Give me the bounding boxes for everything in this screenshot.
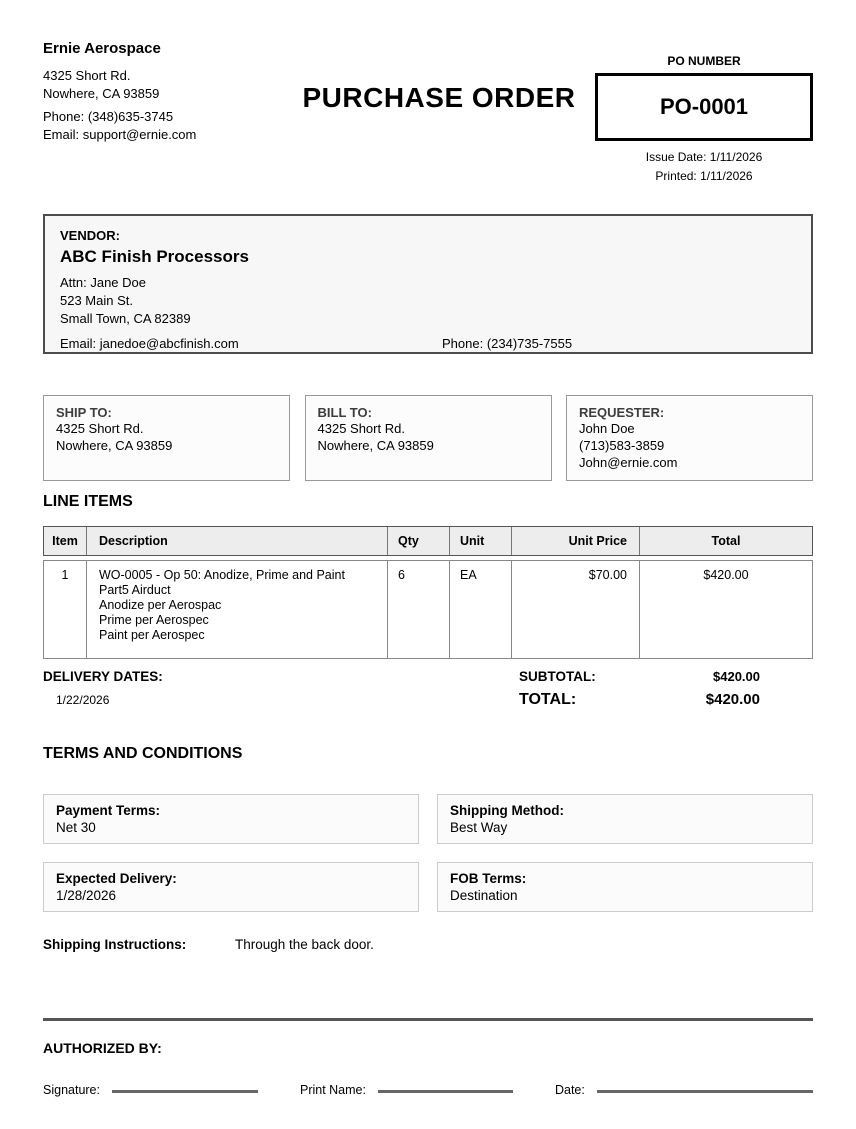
shipping-instructions-label: Shipping Instructions: bbox=[43, 937, 187, 952]
subtotal-value: $420.00 bbox=[713, 669, 760, 684]
company-address-line1: 4325 Short Rd. bbox=[43, 68, 131, 83]
expected-delivery-box bbox=[43, 862, 419, 912]
document-header bbox=[43, 40, 813, 183]
po-number-block bbox=[595, 40, 813, 183]
description-line: Paint per Aerospec bbox=[99, 628, 205, 642]
issue-date: Issue Date: 1/11/2026 bbox=[645, 150, 763, 164]
table-header-row bbox=[43, 526, 813, 556]
bill-to-box bbox=[305, 395, 552, 481]
terms-grid bbox=[43, 794, 813, 912]
company-address-line2: Nowhere, CA 93859 bbox=[43, 86, 160, 101]
vendor-attn: Attn: Jane Doe bbox=[60, 275, 146, 290]
requester-line: John@ernie.com bbox=[579, 455, 678, 470]
signature-line bbox=[112, 1090, 258, 1093]
requester-label: REQUESTER: bbox=[579, 405, 665, 420]
vendor-label: VENDOR: bbox=[60, 228, 120, 243]
line-items-heading: LINE ITEMS bbox=[43, 493, 133, 510]
vendor-email: Email: janedoe@abcfinish.com bbox=[60, 336, 239, 351]
footer-divider bbox=[43, 1018, 813, 1021]
requester-line: (713)583-3859 bbox=[579, 438, 665, 453]
total-value: $420.00 bbox=[705, 691, 760, 708]
shipping-method-label: Shipping Method: bbox=[450, 803, 564, 818]
terms-heading: TERMS AND CONDITIONS bbox=[43, 745, 243, 762]
date-label: Date: bbox=[554, 1083, 585, 1097]
requester-line: John Doe bbox=[579, 421, 635, 436]
expected-delivery-value: 1/28/2026 bbox=[56, 888, 117, 903]
cell-unit-price: $70.00 bbox=[512, 561, 640, 658]
signature-label: Signature: bbox=[43, 1083, 100, 1097]
column-header-qty: Qty bbox=[388, 527, 450, 555]
payment-terms-box bbox=[43, 794, 419, 844]
vendor-address1: 523 Main St. bbox=[60, 293, 133, 308]
ship-to-box bbox=[43, 395, 290, 481]
payment-terms-label: Payment Terms: bbox=[56, 803, 161, 818]
fob-terms-label: FOB Terms: bbox=[450, 871, 527, 886]
address-row bbox=[43, 395, 813, 481]
vendor-contact-row bbox=[60, 335, 796, 353]
vendor-address2: Small Town, CA 82389 bbox=[60, 311, 191, 326]
total-label: TOTAL: bbox=[519, 691, 577, 708]
description-line: Anodize per Aerospac bbox=[99, 598, 222, 612]
delivery-and-totals bbox=[43, 669, 813, 709]
po-number-value: PO-0001 bbox=[659, 94, 749, 119]
shipping-instructions-row bbox=[43, 937, 813, 952]
cell-qty: 6 bbox=[388, 561, 450, 658]
company-name: Ernie Aerospace bbox=[43, 40, 161, 57]
description-line: Part5 Airduct bbox=[99, 583, 171, 597]
shipping-method-box bbox=[437, 794, 813, 844]
date-line bbox=[597, 1090, 813, 1093]
description-line: Prime per Aerospec bbox=[99, 613, 209, 627]
ship-to-line: 4325 Short Rd. bbox=[56, 421, 144, 436]
shipping-instructions-value: Through the back door. bbox=[235, 937, 374, 952]
ship-to-line: Nowhere, CA 93859 bbox=[56, 438, 173, 453]
po-number-label: PO NUMBER bbox=[667, 54, 741, 68]
subtotal-label: SUBTOTAL: bbox=[519, 669, 596, 684]
bill-to-line: Nowhere, CA 93859 bbox=[317, 438, 434, 453]
column-header-description: Description bbox=[87, 527, 388, 555]
column-header-unit-price: Unit Price bbox=[512, 527, 640, 555]
ship-to-label: SHIP TO: bbox=[56, 405, 112, 420]
cell-item: 1 bbox=[44, 561, 87, 658]
expected-delivery-label: Expected Delivery: bbox=[56, 871, 177, 886]
totals-block bbox=[519, 669, 760, 709]
table-row bbox=[43, 560, 813, 659]
vendor-name: ABC Finish Processors bbox=[60, 247, 249, 266]
document-title-wrap bbox=[283, 40, 595, 114]
shipping-method-value: Best Way bbox=[450, 820, 508, 835]
cell-unit: EA bbox=[450, 561, 512, 658]
vendor-box bbox=[43, 214, 813, 354]
company-phone: Phone: (348)635-3745 bbox=[43, 109, 174, 124]
po-number-box bbox=[595, 73, 813, 141]
printed-date: Printed: 1/11/2026 bbox=[655, 169, 753, 183]
column-header-unit: Unit bbox=[450, 527, 512, 555]
delivery-dates-block bbox=[43, 669, 163, 709]
print-name-label: Print Name: bbox=[299, 1083, 366, 1097]
cell-total: $420.00 bbox=[703, 568, 749, 582]
company-email: Email: support@ernie.com bbox=[43, 127, 197, 142]
authorized-by-label: AUTHORIZED BY: bbox=[43, 1040, 162, 1056]
requester-box bbox=[566, 395, 813, 481]
vendor-phone: Phone: (234)735-7555 bbox=[442, 336, 573, 351]
column-header-total: Total bbox=[711, 534, 741, 548]
print-name-line bbox=[378, 1090, 513, 1093]
delivery-dates-label: DELIVERY DATES: bbox=[43, 669, 163, 684]
signature-row bbox=[43, 1083, 813, 1097]
fob-terms-value: Destination bbox=[450, 888, 518, 903]
cell-description bbox=[87, 561, 388, 658]
bill-to-line: 4325 Short Rd. bbox=[317, 421, 405, 436]
company-block bbox=[43, 40, 283, 144]
column-header-item: Item bbox=[44, 527, 87, 555]
document-title: PURCHASE ORDER bbox=[302, 82, 576, 113]
fob-terms-box bbox=[437, 862, 813, 912]
line-items-table bbox=[43, 526, 813, 659]
delivery-date-value: 1/22/2026 bbox=[56, 693, 110, 707]
bill-to-label: BILL TO: bbox=[317, 405, 372, 420]
total-row bbox=[519, 691, 760, 709]
payment-terms-value: Net 30 bbox=[56, 820, 96, 835]
description-line: WO-0005 - Op 50: Anodize, Prime and Paint bbox=[99, 568, 345, 582]
purchase-order-document bbox=[43, 0, 813, 1097]
subtotal-row bbox=[519, 669, 760, 684]
